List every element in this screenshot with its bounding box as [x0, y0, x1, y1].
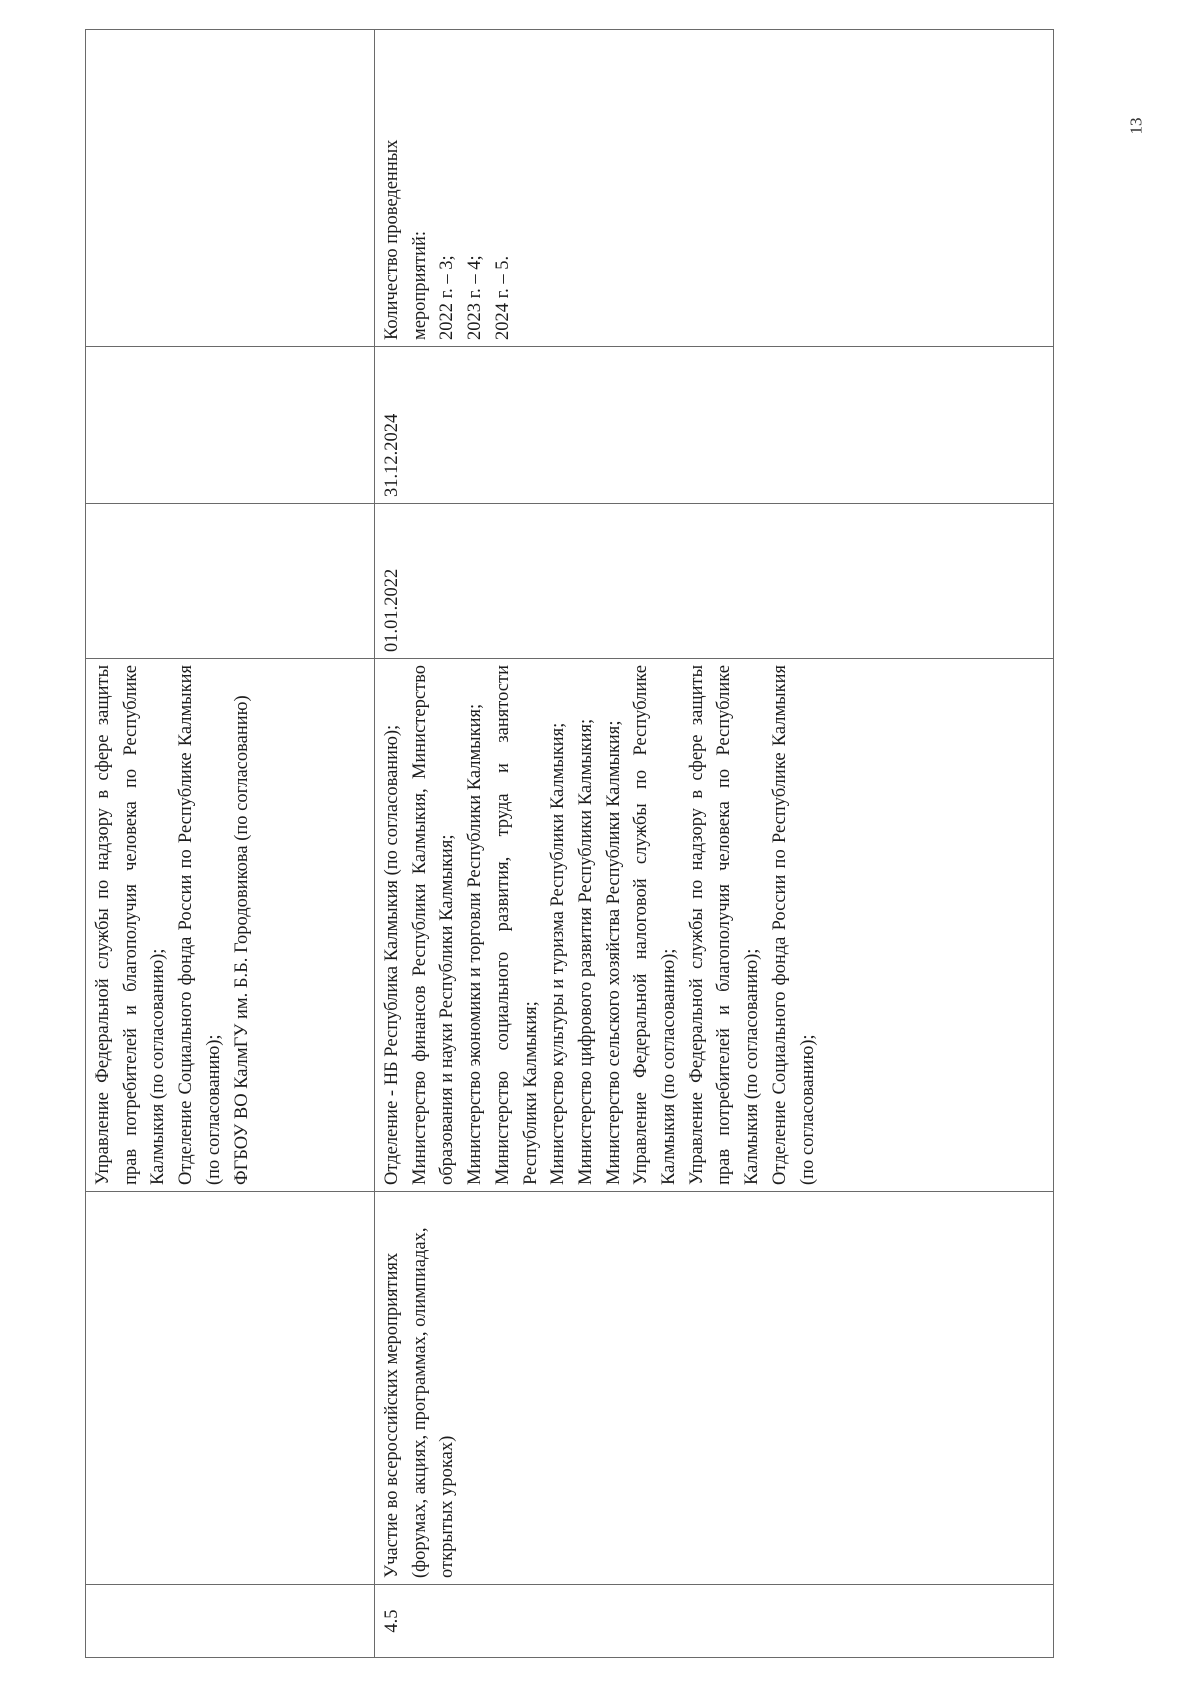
indicator-line: 2022 г. – 3;: [437, 255, 458, 340]
cell-number: [86, 1585, 375, 1658]
cell-executors: [375, 659, 1054, 1192]
executor-item: Управление Федеральной службы по надзору в сфере защиты прав потребителей и благополучия человека по Республике Калмыкия (по согласованию);: [686, 665, 763, 1185]
table-row-continued: [86, 30, 375, 1658]
executor-item: Министерство финансов Республики Калмыкия, Министерство образования и науки Республики Калмыкия;: [409, 665, 458, 1185]
executor-item: Министерство экономики и торговли Республики Калмыкия;: [465, 703, 486, 1185]
page-number: 13: [1126, 117, 1146, 135]
cell-executors: [86, 659, 375, 1192]
cell-number: 4.5: [375, 1585, 1054, 1658]
executor-item: Отделение Социального фонда России по Республике Калмыкия (по согласованию);: [176, 665, 224, 1185]
executor-item: Управление Федеральной службы по надзору в сфере защиты прав потребителей и благополучия человека по Республике Калмыкия (по согласованию);: [93, 665, 169, 1185]
indicator-line: 2024 г. – 5.: [492, 255, 513, 340]
cell-event-name: Участие во всероссийских мероприятиях (форумах, акциях, программах, олимпиадах, открытых уроках): [375, 1192, 1054, 1585]
executor-item: Министерство сельского хозяйства Республики Калмыкия;: [603, 720, 624, 1185]
cell-end-date: [86, 347, 375, 504]
landscape-sheet: [85, 108, 1083, 1658]
cell-start-date: [86, 504, 375, 659]
executor-item: Министерство культуры и туризма Республики Калмыкия;: [548, 722, 569, 1185]
cell-event-name: [86, 1192, 375, 1585]
table-row-4-5: [375, 30, 1054, 1658]
executor-item: ФГБОУ ВО КалмГУ им. Б.Б. Городовикова (по согласованию): [231, 695, 252, 1185]
executor-item: Министерство социального развития, труда и занятости Республики Калмыкия;: [492, 665, 541, 1185]
indicator-line: Количество проведенных мероприятий:: [382, 139, 430, 340]
executor-item: Отделение Социального фонда России по Республике Калмыкия (по согласованию);: [769, 665, 818, 1185]
executor-item: Министерство цифрового развития Республики Калмыкия;: [575, 718, 596, 1185]
cell-end-date: 31.12.2024: [375, 347, 1054, 504]
indicator-line: 2023 г. – 4;: [465, 255, 486, 340]
executor-item: Управление Федеральной налоговой службы по Республике Калмыкия (по согласованию);: [631, 665, 680, 1185]
cell-indicator: [86, 30, 375, 347]
cell-start-date: 01.01.2022: [375, 504, 1054, 659]
plan-table: [85, 29, 1054, 1658]
cell-indicator: [375, 30, 1054, 347]
executor-item: Отделение - НБ Республика Калмыкия (по согласованию);: [382, 724, 402, 1185]
